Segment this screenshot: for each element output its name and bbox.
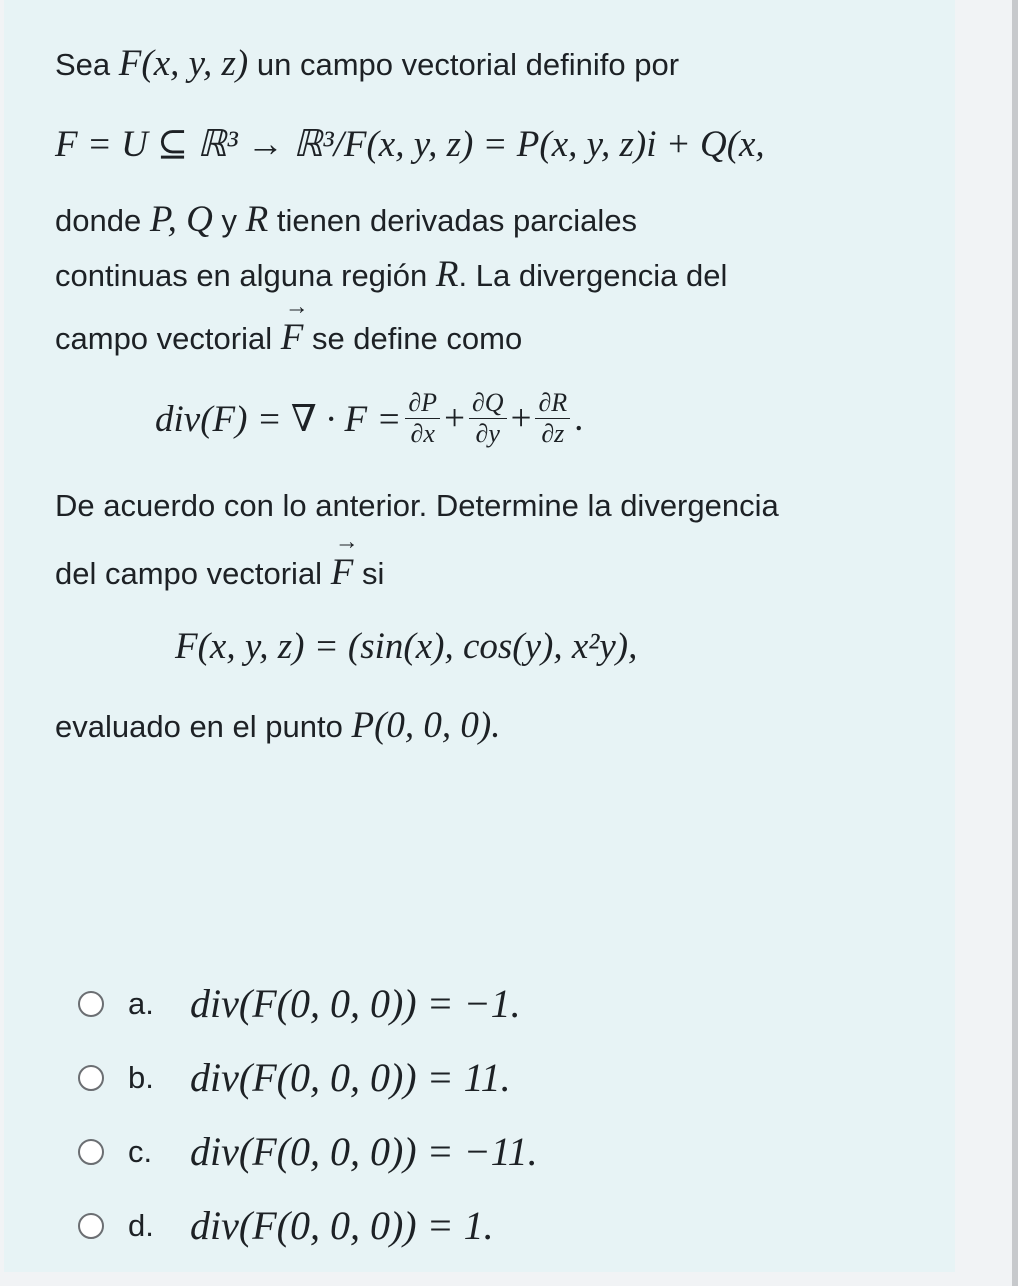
question-line-8: del campo vectorial → F si xyxy=(55,551,384,594)
option-a[interactable]: a. div(F(0, 0, 0)) = −1. xyxy=(78,980,521,1027)
option-c[interactable]: c. div(F(0, 0, 0)) = −11. xyxy=(78,1128,538,1175)
question-line-7: De acuerdo con lo anterior. Determine la divergencia xyxy=(55,488,779,523)
question-line-5: campo vectorial → F se define como xyxy=(55,316,522,359)
field-definition-formula: F = U ⊆ ℝ³ → ℝ³/F(x, y, z) = P(x, y, z)i + Q(x, xyxy=(55,124,765,165)
question-line-1: Sea F(x, y, z) un campo vectorial definifo por xyxy=(55,43,680,84)
scrollbar[interactable] xyxy=(1012,0,1018,1286)
vector-field-formula: F(x, y, z) = (sin(x), cos(y), x²y), xyxy=(175,626,638,667)
question-line-3: donde P, Q y R tienen derivadas parciales xyxy=(55,199,638,240)
math-field: F(x, y, z) xyxy=(118,43,249,84)
question-line-10: evaluado en el punto P(0, 0, 0). xyxy=(55,705,501,746)
radio-button[interactable] xyxy=(78,1213,104,1239)
radio-button[interactable] xyxy=(78,1139,104,1165)
radio-button[interactable] xyxy=(78,991,104,1017)
divergence-formula: div(F) = ∇ · F = $\frac{\partial P}{\partial x}$ + $\frac{\partial Q}{\partial y}$ + $\frac{\partial R}{\partial z}$ . xyxy=(155,388,584,448)
radio-button[interactable] xyxy=(78,1065,104,1091)
option-b[interactable]: b. div(F(0, 0, 0)) = 11. xyxy=(78,1054,511,1101)
question-line-4: continuas en alguna región R. La divergencia del xyxy=(55,254,728,295)
option-d[interactable]: d. div(F(0, 0, 0)) = 1. xyxy=(78,1202,494,1249)
